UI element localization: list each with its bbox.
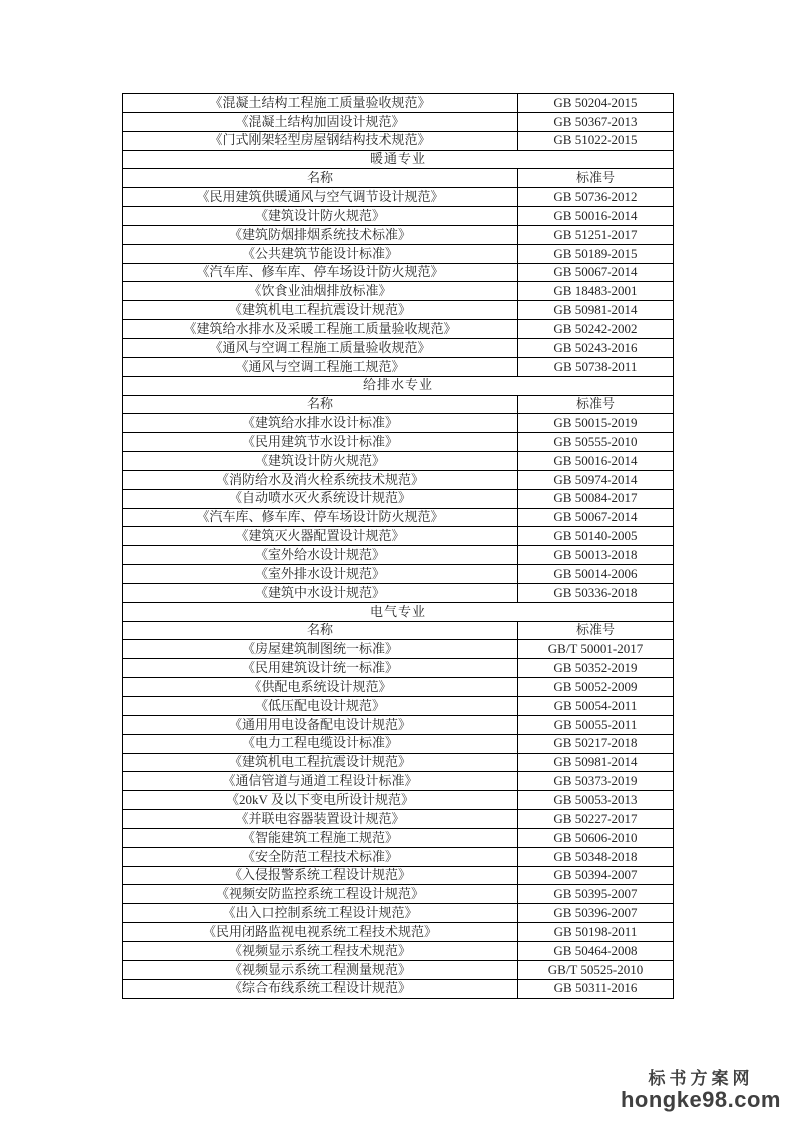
standard-number-cell: GB 50067-2014 (518, 263, 674, 282)
standard-name-cell: 《综合布线系统工程设计规范》 (123, 979, 518, 998)
standard-name-cell: 《室外给水设计规范》 (123, 546, 518, 565)
watermark-site-url: hongke98.com (620, 1087, 781, 1112)
standard-number-cell: GB 50336-2018 (518, 583, 674, 602)
table-row (123, 301, 674, 320)
standard-number-cell: GB 50227-2017 (518, 810, 674, 829)
standard-name-cell: 《供配电系统设计规范》 (123, 678, 518, 697)
standard-number-cell: GB/T 50525-2010 (518, 960, 674, 979)
section-title-row (123, 602, 674, 621)
standard-name-cell: 《汽车库、修车库、停车场设计防火规范》 (123, 508, 518, 527)
standard-number-cell: GB 50052-2009 (518, 678, 674, 697)
standard-number-cell: GB 50311-2016 (518, 979, 674, 998)
standard-number-cell: GB 50981-2014 (518, 753, 674, 772)
standard-number-cell: GB 50373-2019 (518, 772, 674, 791)
name-column-header: 名称 (123, 395, 518, 414)
standard-name-cell: 《建筑灭火器配置设计规范》 (123, 527, 518, 546)
standard-number-cell: GB/T 50001-2017 (518, 640, 674, 659)
standard-name-cell: 《安全防范工程技术标准》 (123, 847, 518, 866)
table-row (123, 678, 674, 697)
table-row (123, 470, 674, 489)
standard-name-cell: 《门式刚架轻型房屋钢结构技术规范》 (123, 131, 518, 150)
table-row (123, 847, 674, 866)
standard-name-cell: 《混凝土结构工程施工质量验收规范》 (123, 94, 518, 113)
standard-name-cell: 《饮食业油烟排放标准》 (123, 282, 518, 301)
std-column-header: 标准号 (518, 395, 674, 414)
table-row (123, 489, 674, 508)
standard-name-cell: 《公共建筑节能设计标准》 (123, 244, 518, 263)
table-row (123, 131, 674, 150)
table-row (123, 263, 674, 282)
standard-name-cell: 《室外排水设计规范》 (123, 565, 518, 584)
standard-name-cell: 《汽车库、修车库、停车场设计防火规范》 (123, 263, 518, 282)
table-row (123, 941, 674, 960)
standard-name-cell: 《民用建筑节水设计标准》 (123, 433, 518, 452)
table-row (123, 772, 674, 791)
std-column-header: 标准号 (518, 169, 674, 188)
standard-name-cell: 《民用闭路监视电视系统工程技术规范》 (123, 923, 518, 942)
standard-name-cell: 《建筑给水排水及采暖工程施工质量验收规范》 (123, 320, 518, 339)
standard-number-cell: GB 50738-2011 (518, 357, 674, 376)
standard-number-cell: GB 51251-2017 (518, 225, 674, 244)
standard-name-cell: 《通用用电设备配电设计规范》 (123, 715, 518, 734)
standard-number-cell: GB 50243-2016 (518, 338, 674, 357)
standard-name-cell: 《建筑机电工程抗震设计规范》 (123, 753, 518, 772)
standard-number-cell: GB 50084-2017 (518, 489, 674, 508)
standard-number-cell: GB 50242-2002 (518, 320, 674, 339)
standard-name-cell: 《视频显示系统工程技术规范》 (123, 941, 518, 960)
standards-table-body (123, 94, 674, 999)
standard-number-cell: GB 50053-2013 (518, 791, 674, 810)
table-row (123, 753, 674, 772)
standard-number-cell: GB 50606-2010 (518, 828, 674, 847)
standard-number-cell: GB 51022-2015 (518, 131, 674, 150)
table-row (123, 207, 674, 226)
standard-number-cell: GB 50015-2019 (518, 414, 674, 433)
table-row (123, 866, 674, 885)
standard-number-cell: GB 50013-2018 (518, 546, 674, 565)
section-title-cell: 电气专业 (123, 602, 674, 621)
standard-name-cell: 《并联电容器装置设计规范》 (123, 810, 518, 829)
standard-name-cell: 《视频安防监控系统工程设计规范》 (123, 885, 518, 904)
column-header-row (123, 621, 674, 640)
standard-name-cell: 《建筑防烟排烟系统技术标准》 (123, 225, 518, 244)
table-row (123, 508, 674, 527)
table-row (123, 697, 674, 716)
standard-name-cell: 《出入口控制系统工程设计规范》 (123, 904, 518, 923)
standard-name-cell: 《电力工程电缆设计标准》 (123, 734, 518, 753)
section-title-cell: 暖通专业 (123, 150, 674, 169)
table-row (123, 225, 674, 244)
standard-number-cell: GB 50204-2015 (518, 94, 674, 113)
standard-number-cell: GB 50974-2014 (518, 470, 674, 489)
standards-table (122, 93, 674, 999)
name-column-header: 名称 (123, 621, 518, 640)
standard-name-cell: 《房屋建筑制图统一标准》 (123, 640, 518, 659)
standard-number-cell: GB 50464-2008 (518, 941, 674, 960)
section-title-row (123, 376, 674, 395)
standard-number-cell: GB 50367-2013 (518, 112, 674, 131)
table-row (123, 357, 674, 376)
table-row (123, 791, 674, 810)
standard-name-cell: 《视频显示系统工程测量规范》 (123, 960, 518, 979)
standard-number-cell: GB 50217-2018 (518, 734, 674, 753)
table-row (123, 338, 674, 357)
standard-name-cell: 《建筑设计防火规范》 (123, 207, 518, 226)
table-row (123, 923, 674, 942)
table-row (123, 433, 674, 452)
standard-name-cell: 《智能建筑工程施工规范》 (123, 828, 518, 847)
standard-name-cell: 《建筑设计防火规范》 (123, 452, 518, 471)
standard-number-cell: GB 50352-2019 (518, 659, 674, 678)
table-row (123, 960, 674, 979)
table-row (123, 904, 674, 923)
standard-number-cell: GB 50055-2011 (518, 715, 674, 734)
table-row (123, 810, 674, 829)
standard-name-cell: 《建筑机电工程抗震设计规范》 (123, 301, 518, 320)
standard-number-cell: GB 18483-2001 (518, 282, 674, 301)
section-title-cell: 给排水专业 (123, 376, 674, 395)
table-row (123, 659, 674, 678)
section-title-row (123, 150, 674, 169)
standard-name-cell: 《通风与空调工程施工质量验收规范》 (123, 338, 518, 357)
table-row (123, 640, 674, 659)
name-column-header: 名称 (123, 169, 518, 188)
table-row (123, 112, 674, 131)
table-row (123, 452, 674, 471)
standard-number-cell: GB 50016-2014 (518, 452, 674, 471)
table-row (123, 244, 674, 263)
standard-name-cell: 《民用建筑设计统一标准》 (123, 659, 518, 678)
table-row (123, 828, 674, 847)
table-row (123, 734, 674, 753)
table-row (123, 414, 674, 433)
std-column-header: 标准号 (518, 621, 674, 640)
standard-number-cell: GB 50348-2018 (518, 847, 674, 866)
standard-number-cell: GB 50981-2014 (518, 301, 674, 320)
watermark-site-name: 标书方案网 (648, 1069, 754, 1088)
standard-number-cell: GB 50395-2007 (518, 885, 674, 904)
standard-name-cell: 《通风与空调工程施工规范》 (123, 357, 518, 376)
standard-name-cell: 《入侵报警系统工程设计规范》 (123, 866, 518, 885)
standard-number-cell: GB 50067-2014 (518, 508, 674, 527)
standard-name-cell: 《建筑中水设计规范》 (123, 583, 518, 602)
standard-number-cell: GB 50189-2015 (518, 244, 674, 263)
standard-number-cell: GB 50054-2011 (518, 697, 674, 716)
standard-number-cell: GB 50198-2011 (518, 923, 674, 942)
table-row (123, 715, 674, 734)
table-row (123, 527, 674, 546)
table-row (123, 885, 674, 904)
standard-number-cell: GB 50140-2005 (518, 527, 674, 546)
table-row (123, 546, 674, 565)
standard-number-cell: GB 50555-2010 (518, 433, 674, 452)
table-row (123, 188, 674, 207)
standard-name-cell: 《通信管道与通道工程设计标准》 (123, 772, 518, 791)
standard-name-cell: 《消防给水及消火栓系统技术规范》 (123, 470, 518, 489)
standard-number-cell: GB 50394-2007 (518, 866, 674, 885)
table-row (123, 565, 674, 584)
standard-number-cell: GB 50016-2014 (518, 207, 674, 226)
standard-number-cell: GB 50014-2006 (518, 565, 674, 584)
table-row (123, 583, 674, 602)
standard-number-cell: GB 50736-2012 (518, 188, 674, 207)
table-row (123, 94, 674, 113)
table-row (123, 282, 674, 301)
standard-name-cell: 《混凝土结构加固设计规范》 (123, 112, 518, 131)
standard-name-cell: 《低压配电设计规范》 (123, 697, 518, 716)
standard-name-cell: 《自动喷水灭火系统设计规范》 (123, 489, 518, 508)
standard-name-cell: 《20kV 及以下变电所设计规范》 (123, 791, 518, 810)
table-row (123, 979, 674, 998)
column-header-row (123, 395, 674, 414)
standard-number-cell: GB 50396-2007 (518, 904, 674, 923)
table-row (123, 320, 674, 339)
column-header-row (123, 169, 674, 188)
standard-name-cell: 《建筑给水排水设计标准》 (123, 414, 518, 433)
standard-name-cell: 《民用建筑供暖通风与空气调节设计规范》 (123, 188, 518, 207)
watermark (621, 1070, 781, 1111)
